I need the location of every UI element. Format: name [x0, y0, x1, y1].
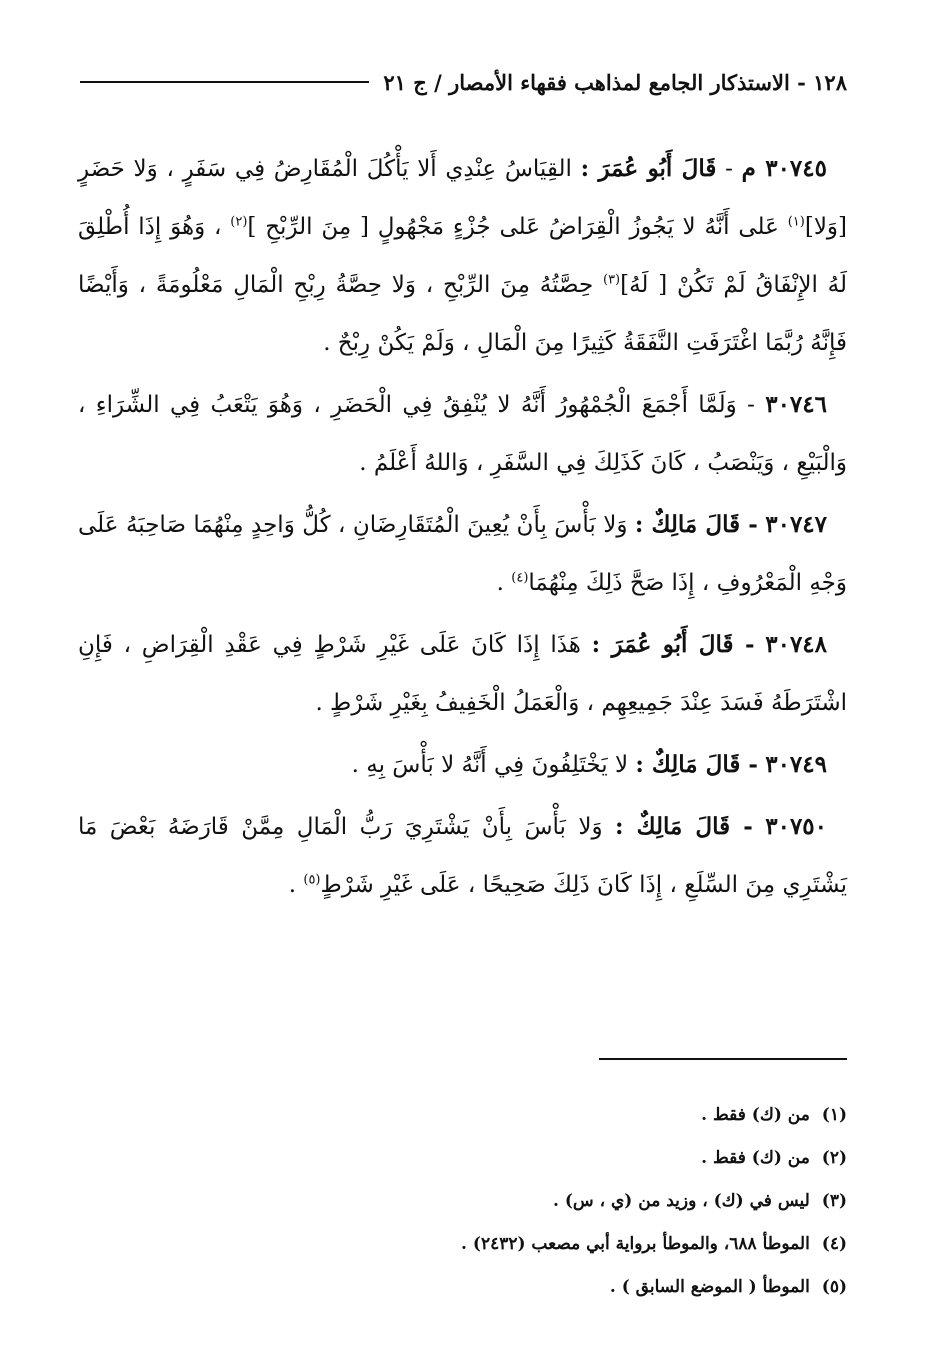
footnote-number: (٥) — [821, 1277, 847, 1297]
footnote-ref[interactable]: (٥) — [303, 872, 321, 888]
paragraph-30750 — [78, 798, 847, 914]
speaker-label: - قَالَ مَالِكٌ : — [635, 751, 758, 778]
paragraph-text: وَلا بَأْسَ بِأَنْ يُعِينَ الْمُتَقَارِضَانِ ، كُلُّ وَاحِدٍ مِنْهُمَا صَاحِبَهُ عَلَى وَجْهِ الْمَعْرُوفِ ، إِذَا صَحَّ ذَلِكَ مِنْهُمَا — [78, 512, 847, 596]
footnote-number: (٢) — [821, 1148, 847, 1168]
footnote-text: ليس في (ك) ، وزيد من (ي ، س) . — [553, 1191, 810, 1211]
paragraph-text: عَلى أَنَّهُ لا يَجُوزُ الْقِرَاضُ عَلى جُزْءٍ مَجْهُولٍ [ مِنَ الرِّبْحِ ] — [247, 214, 779, 240]
footnote-ref[interactable]: (٣) — [602, 272, 621, 288]
footnote-text: من (ك) فقط . — [701, 1105, 810, 1125]
footnote-ref[interactable]: (٢) — [230, 214, 248, 230]
header-title: ١٢٨ - الاستذكار الجامع لمذاهب فقهاء الأمصار / ج ٢١ — [383, 69, 847, 95]
speaker-label: - قَالَ أَبُو عُمَرَ : — [591, 631, 755, 658]
footnotes — [78, 1094, 847, 1309]
footnote-text: من (ك) فقط . — [701, 1148, 810, 1168]
main-text — [78, 140, 847, 918]
footnote-item — [78, 1137, 847, 1180]
footnote-number: (١) — [821, 1105, 847, 1125]
paragraph-30749 — [78, 736, 847, 794]
paragraph-number: ٣٠٧٤٩ — [765, 751, 827, 778]
paragraph-text: ، وَهُوَ إِذَا أُطْلِقَ لَهُ الإِنْفَاقُ لَمْ تَكُنْ [ لَهُ] — [78, 214, 847, 298]
paragraph-text: لا يَخْتَلِفُونَ فِي أَنَّهُ لا بَأْسَ بِهِ . — [351, 752, 629, 778]
paragraph-number: ٣٠٧٤٦ — [765, 391, 827, 418]
footnote-item — [78, 1266, 847, 1309]
footnote-separator — [599, 1058, 847, 1060]
footnote-text: الموطأ ٦٨٨، والموطأ برواية أبي مصعب (٢٤٣٢) . — [461, 1234, 810, 1254]
footnote-ref[interactable]: (٤) — [511, 570, 529, 586]
dash: - — [716, 156, 733, 182]
paragraph-number: ٣٠٧٤٧ — [765, 511, 828, 538]
footnote-item — [78, 1094, 847, 1137]
speaker-label: - قَالَ مَالِكٌ : — [615, 813, 753, 840]
footnote-item — [78, 1180, 847, 1223]
paragraph-text: حِصَّتُهُ مِنَ الرِّبْحِ ، وَلا حِصَّةُ رِبْحِ الْمَالِ مَعْلُومَةً ، وَأَيْضًا فَإِنَّهُ رُبَّمَا اغْتَرَفَتِ النَّفَقَةُ كَثِيرًا مِنَ الْمَالِ ، وَلَمْ يَكُنْ رِبْحٌ . — [78, 272, 847, 356]
paragraph-text: وَلا بَأْسَ بِأَنْ يَشْتَرِيَ رَبُّ الْمَالِ مِمَّنْ قَارَضَهُ بَعْضَ مَا يَشْتَرِي مِنَ السِّلَعِ ، إِذَا كَانَ ذَلِكَ صَحِيحًا ، عَلَى غَيْرِ شَرْطٍ — [78, 814, 847, 898]
speaker-label: - قَالَ مَالِكٌ : — [634, 511, 758, 538]
paragraph-number: ٣٠٧٤٨ — [765, 631, 828, 658]
paragraph-end: . — [288, 872, 297, 898]
paragraph-30748 — [78, 616, 847, 732]
paragraph-30745 — [78, 140, 847, 372]
paragraph-number: ٣٠٧٤٥ م — [741, 155, 827, 182]
footnote-number: (٣) — [821, 1191, 847, 1211]
paragraph-number: ٣٠٧٥٠ — [765, 813, 828, 840]
footnote-ref[interactable]: (١) — [787, 214, 805, 230]
paragraph-text: القِيَاسُ عِنْدِي أَلا يَأْكُلَ الْمُقَارِضُ فِي سَفَرٍ ، وَلا حَضَرٍ [وَلا] — [78, 156, 848, 240]
speaker-label: قَالَ أَبُو عُمَرَ : — [580, 155, 717, 182]
footnote-item — [78, 1223, 847, 1266]
running-header — [80, 62, 847, 102]
paragraph-text: - وَلَمَّا أَجْمَعَ الْجُمْهُورُ أَنَّهُ لا يُنْفِقُ فِي الْحَضَرِ ، وَهُوَ يَتْعَبُ فِي الشِّرَاءِ ، وَالْبَيْعِ ، وَيَنْصَبُ ، كَانَ كَذَلِكَ فِي السَّفَرِ ، وَاللهُ أَعْلَمُ . — [78, 392, 847, 476]
footnote-number: (٤) — [821, 1234, 847, 1254]
paragraph-30747 — [78, 496, 847, 612]
header-rule — [80, 81, 369, 83]
paragraph-text: هَذَا إِذَا كَانَ عَلَى غَيْرِ شَرْطٍ فِي عَقْدِ الْقِرَاضِ ، فَإِنِ اشْتَرَطَهُ فَسَدَ عِنْدَ جَمِيعِهِم ، وَالْعَمَلُ الْخَفِيفُ بِغَيْرِ شَرْطٍ . — [78, 632, 847, 716]
footnote-text: الموطأ ( الموضع السابق ) . — [609, 1277, 810, 1297]
paragraph-30746 — [78, 376, 847, 492]
paragraph-end: . — [496, 570, 504, 596]
